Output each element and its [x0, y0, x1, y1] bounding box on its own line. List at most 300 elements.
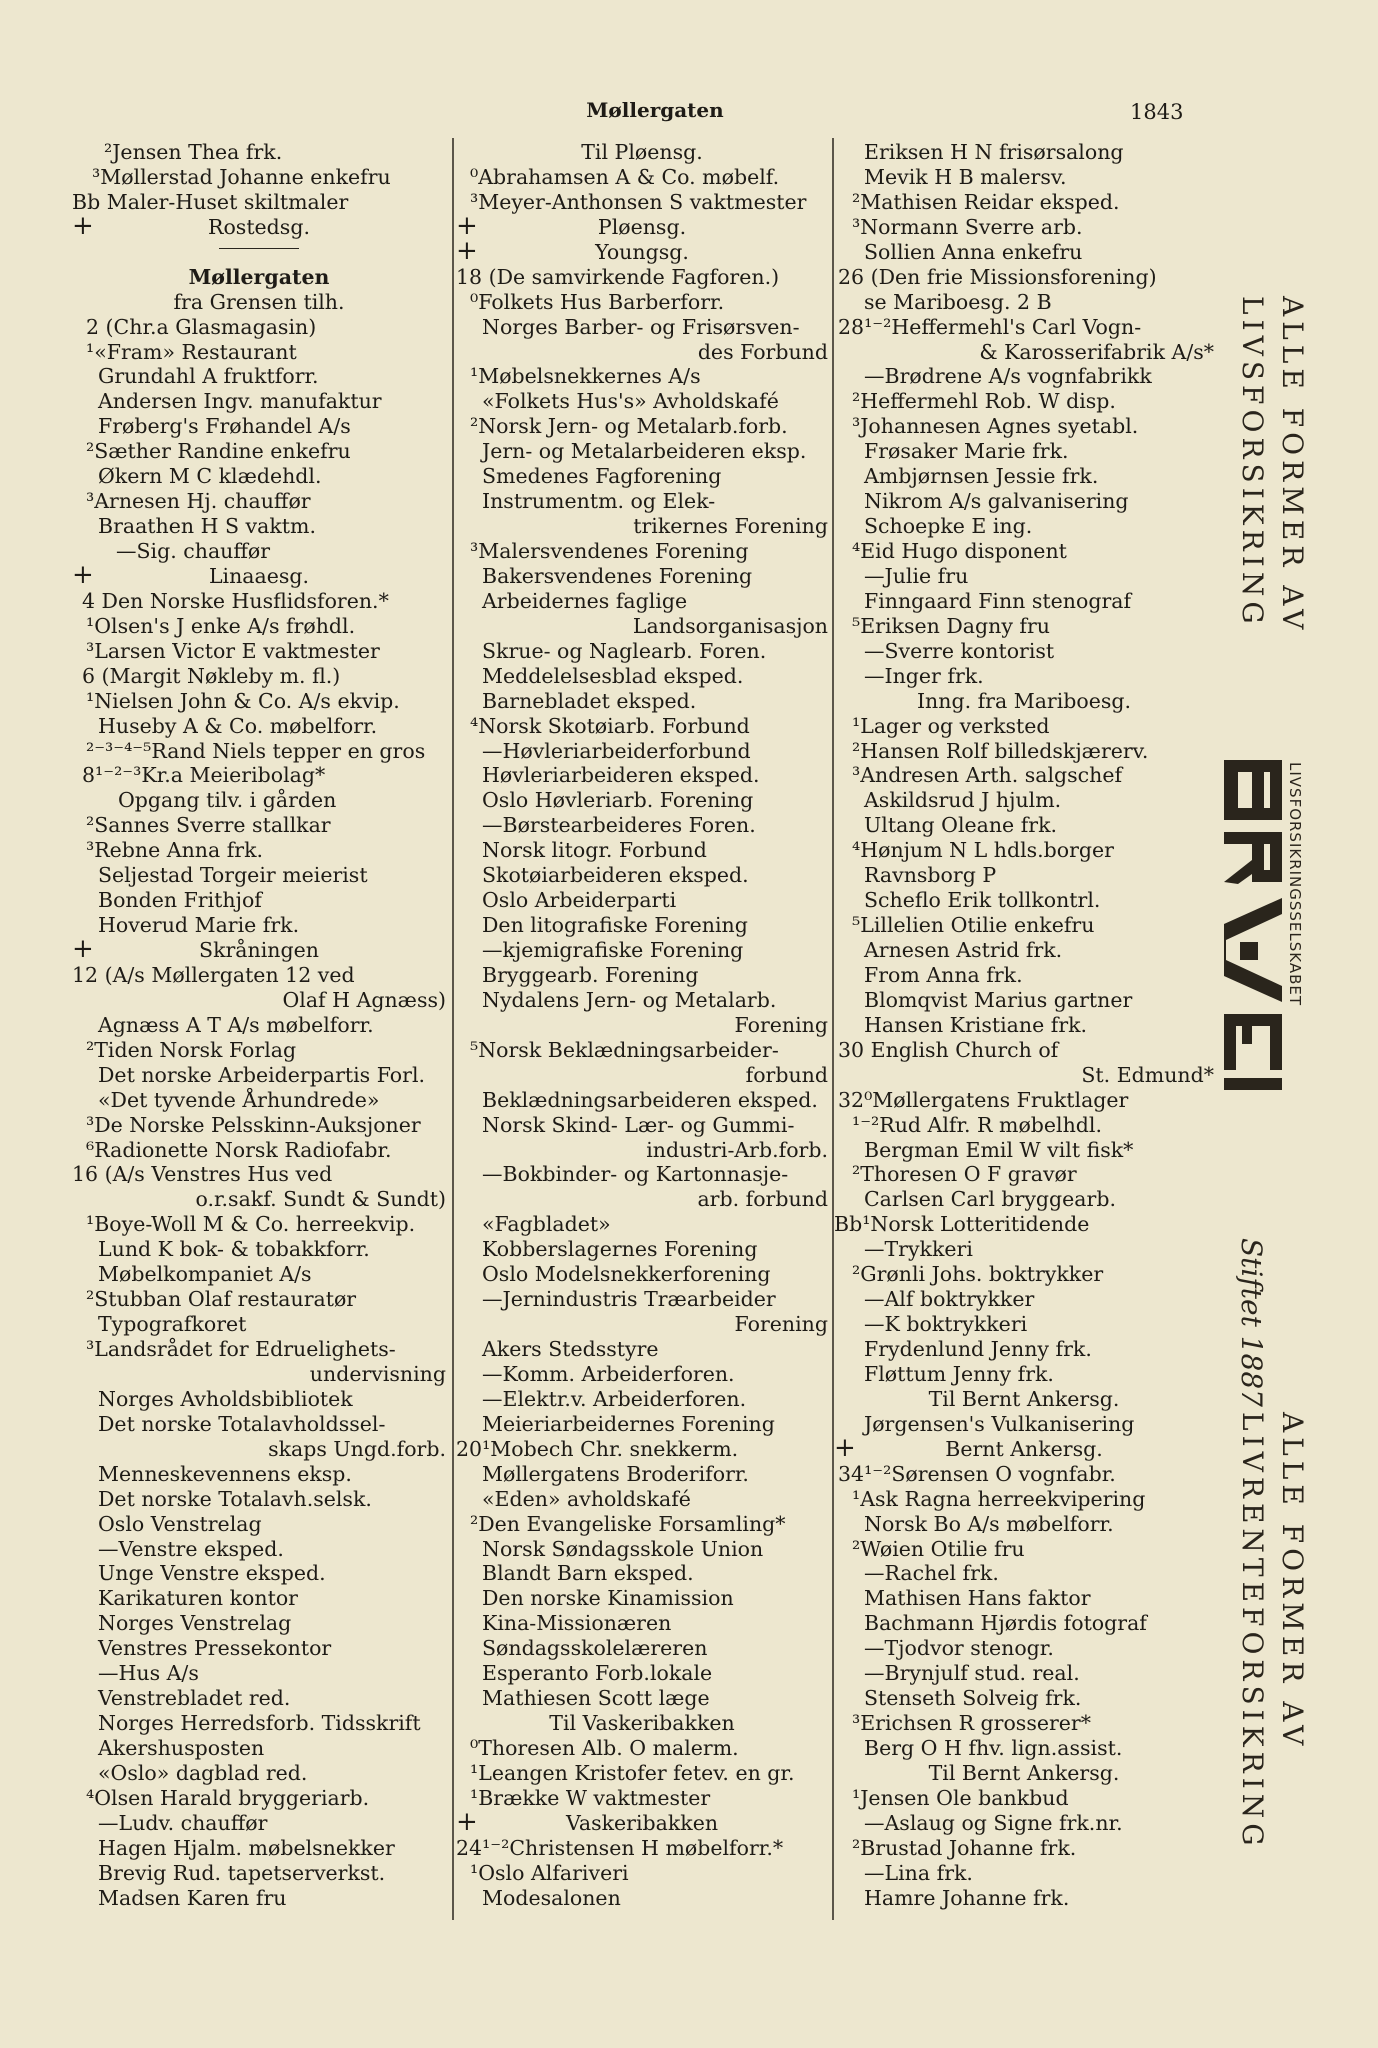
directory-entry: [456, 1487, 828, 1512]
directory-entry: [456, 714, 828, 739]
directory-entry: [456, 514, 828, 539]
directory-entry: [72, 1611, 446, 1636]
directory-entry: [834, 489, 1214, 514]
divider-rule: [219, 240, 299, 249]
directory-entry: [834, 1212, 1214, 1237]
entry-text: ¹⁻²Rud Alfr. R møbelhdl.: [852, 1112, 1103, 1137]
entry-text: ³Møllerstad Johanne enkefru: [92, 164, 391, 189]
street-crossing: [72, 564, 446, 589]
directory-entry: [834, 1387, 1214, 1412]
entry-text: Frøberg's Frøhandel A/s: [98, 414, 351, 439]
directory-entry: [834, 315, 1214, 340]
directory-entry: [72, 838, 446, 863]
directory-entry: [456, 1861, 828, 1886]
entry-text: Bernt Ankersg.: [945, 1436, 1103, 1461]
entry-text: 28¹⁻²Heffermehl's Carl Vogn-: [838, 314, 1142, 339]
directory-entry: [834, 1113, 1214, 1138]
entry-text: Blomqvist Marius gartner: [864, 987, 1133, 1012]
directory-entry: [834, 1138, 1214, 1163]
directory-entry: [834, 140, 1214, 165]
directory-entry: [834, 1561, 1214, 1586]
entry-text: ²Norsk Jern- og Metalarb.forb.: [470, 414, 788, 439]
street-crossing: [72, 938, 446, 963]
directory-entry: [72, 464, 446, 489]
entry-text: Modesalonen: [482, 1885, 621, 1910]
entry-text: «Det tyvende Århundrede»: [98, 1087, 380, 1112]
directory-entry: [456, 913, 828, 938]
directory-entry: [456, 340, 828, 365]
directory-entry: [834, 689, 1214, 714]
entry-text: undervisning: [309, 1361, 446, 1386]
directory-entry: [456, 664, 828, 689]
directory-entry: [834, 988, 1214, 1013]
directory-entry: [72, 913, 446, 938]
directory-entry: [456, 1537, 828, 1562]
directory-entry: [456, 1063, 828, 1088]
entry-text: ⁰Folkets Hus Barberforr.: [470, 289, 725, 314]
entry-text: Forening: [734, 1312, 828, 1337]
entry-text: Møllergaten: [188, 264, 330, 289]
directory-entry: [72, 664, 446, 689]
directory-entry: [72, 1362, 446, 1387]
crossing-icon: +: [456, 214, 478, 240]
directory-entry: [72, 1686, 446, 1711]
entry-text: Bb Maler-Huset skiltmaler: [72, 189, 349, 214]
entry-text: o.r.sakf. Sundt & Sundt): [195, 1187, 446, 1212]
entry-text: ⁰Thoresen Alb. O malerm.: [470, 1736, 739, 1760]
entry-text: Norsk Skind- Lær- og Gummi-: [482, 1112, 795, 1137]
crossing-icon: +: [834, 1436, 856, 1462]
directory-entry: [834, 290, 1214, 315]
directory-entry: [72, 813, 446, 838]
page-number: 1843: [1130, 100, 1184, 124]
entry-text: Esperanto Forb.lokale: [482, 1661, 713, 1686]
directory-entry: [456, 265, 828, 290]
entry-text: Barnebladet eksped.: [482, 688, 697, 713]
directory-entry: [456, 1661, 828, 1686]
directory-entry: [72, 1786, 446, 1811]
entry-text: trikernes Forening: [633, 514, 828, 539]
directory-entry: [834, 1187, 1214, 1212]
entry-text: Norges Barber- og Frisørsven-: [482, 314, 800, 339]
entry-text: —Komm. Arbeiderforen.: [482, 1361, 735, 1386]
directory-entry: [834, 464, 1214, 489]
entry-text: —Lina frk.: [864, 1860, 973, 1885]
entry-text: Rostedsg.: [208, 214, 310, 239]
directory-column-3: [834, 140, 1214, 1911]
entry-text: 18 (De samvirkende Fagforen.): [456, 264, 780, 289]
directory-entry: [456, 290, 828, 315]
entry-text: Høvleriarbeideren eksped.: [482, 763, 760, 788]
directory-column-1: [72, 140, 446, 1911]
directory-entry: [456, 364, 828, 389]
directory-entry: [456, 863, 828, 888]
directory-entry: [834, 1711, 1214, 1736]
directory-entry: [456, 1187, 828, 1212]
crossing-icon: +: [456, 239, 478, 265]
directory-entry: [72, 140, 446, 165]
entry-text: Venstres Pressekontor: [98, 1636, 332, 1661]
entry-text: Bb¹Norsk Lotteritidende: [834, 1212, 1090, 1237]
entry-text: ²⁻³⁻⁴⁻⁵Rand Niels tepper en gros: [86, 738, 426, 763]
directory-entry: [834, 1611, 1214, 1636]
directory-entry: [72, 689, 446, 714]
directory-entry: [834, 190, 1214, 215]
street-crossing: [72, 215, 446, 240]
entry-text: ³Malersvendenes Forening: [470, 539, 749, 563]
entry-text: Til Pløensg.: [581, 140, 703, 164]
entry-text: Til Vaskeribakken: [549, 1711, 735, 1736]
entry-text: Bergman Emil W vilt fisk*: [864, 1137, 1134, 1162]
directory-entry: [834, 1362, 1214, 1387]
entry-text: Opgang tilv. i gården: [118, 788, 337, 813]
entry-text: Bachmann Hjørdis fotograf: [864, 1611, 1147, 1636]
street-crossing: [456, 240, 828, 265]
entry-text: Carlsen Carl bryggearb.: [864, 1187, 1116, 1212]
entry-text: ¹Møbelsnekkernes A/s: [470, 364, 701, 389]
entry-text: Hoverud Marie frk.: [98, 913, 300, 938]
entry-text: 30 English Church of: [838, 1037, 1059, 1062]
entry-text: des Forbund: [697, 339, 828, 364]
entry-text: —Alf boktrykker: [864, 1287, 1035, 1312]
entry-text: Venstrebladet red.: [98, 1686, 291, 1711]
directory-entry: [456, 838, 828, 863]
entry-text: ³Erichsen R grosserer*: [852, 1711, 1091, 1736]
entry-text: Bryggearb. Forening: [482, 962, 699, 987]
entry-text: ¹Nielsen John & Co. A/s ekvip.: [86, 688, 400, 713]
directory-entry: [834, 1661, 1214, 1686]
directory-entry: [456, 539, 828, 564]
entry-text: ¹Olsen's J enke A/s frøhdl.: [86, 613, 356, 638]
directory-entry: [456, 1113, 828, 1138]
entry-text: Skrue- og Naglearb. Foren.: [482, 638, 767, 663]
section-divider: [72, 240, 446, 265]
entry-text: Sollien Anna enkefru: [864, 239, 1083, 264]
entry-text: Det norske Arbeiderpartis Forl.: [98, 1062, 426, 1087]
directory-entry: [72, 1761, 446, 1786]
page-title: Møllergaten: [586, 98, 724, 122]
ad-text-bottom-1: ALLE FORMER AV: [1276, 1412, 1309, 1751]
directory-entry: [72, 1013, 446, 1038]
crossing-icon: +: [72, 938, 94, 963]
entry-text: ⁶Radionette Norsk Radiofabr.: [86, 1137, 392, 1162]
entry-text: ³Normann Sverre arb.: [852, 214, 1083, 239]
directory-entry: [72, 1836, 446, 1861]
directory-entry: [456, 140, 828, 165]
directory-entry: [456, 1836, 828, 1861]
entry-text: —Hus A/s: [98, 1661, 199, 1686]
directory-entry: [834, 1013, 1214, 1038]
entry-text: 26 (Den frie Missionsforening): [838, 264, 1157, 289]
directory-entry: [456, 165, 828, 190]
directory-entry: [72, 963, 446, 988]
entry-text: 24¹⁻²Christensen H møbelforr.*: [456, 1835, 784, 1860]
directory-entry: [834, 1063, 1214, 1088]
directory-entry: [834, 838, 1214, 863]
directory-entry: [834, 1088, 1214, 1113]
entry-text: ²Hansen Rolf billedskjærerv.: [852, 738, 1149, 763]
directory-entry: [456, 389, 828, 414]
entry-text: Karikaturen kontor: [98, 1586, 298, 1611]
directory-entry: [456, 564, 828, 589]
entry-text: ⁴Norsk Skotøiarb. Forbund: [470, 713, 750, 738]
entry-text: —Børstearbeideres Foren.: [482, 813, 756, 838]
entry-text: ²Sannes Sverre stallkar: [86, 813, 331, 838]
entry-text: ¹Oslo Alfariveri: [470, 1860, 629, 1885]
entry-text: 4 Den Norske Husflidsforen.*: [82, 588, 389, 613]
directory-entry: [456, 1462, 828, 1487]
entry-text: Nydalens Jern- og Metalarb.: [482, 987, 777, 1012]
entry-text: —Brynjulf stud. real.: [864, 1661, 1080, 1686]
directory-entry: [72, 1212, 446, 1237]
entry-text: Norsk Bo A/s møbelforr.: [864, 1511, 1114, 1536]
entry-text: Jørgensen's Vulkanisering: [864, 1411, 1135, 1436]
entry-text: Agnæss A T A/s møbelforr.: [98, 1012, 374, 1037]
directory-entry: [834, 1811, 1214, 1836]
entry-text: —Sig. chauffør: [116, 539, 271, 563]
entry-text: —Bokbinder- og Kartonnasje-: [482, 1162, 789, 1187]
directory-entry: [72, 1063, 446, 1088]
crossing-icon: +: [72, 214, 94, 240]
directory-entry: [834, 1736, 1214, 1761]
directory-entry: [456, 1886, 828, 1911]
directory-entry: [834, 340, 1214, 365]
directory-entry: [456, 315, 828, 340]
directory-entry: [72, 1162, 446, 1187]
entry-text: Brevig Rud. tapetserverkst.: [98, 1860, 386, 1885]
directory-entry: [456, 589, 828, 614]
entry-text: Oslo Modelsnekkerforening: [482, 1262, 771, 1287]
directory-entry: [834, 589, 1214, 614]
entry-text: skaps Ungd.forb.: [268, 1436, 446, 1461]
directory-entry: [456, 788, 828, 813]
directory-entry: [834, 1038, 1214, 1063]
entry-text: ¹Leangen Kristofer fetev. en gr.: [470, 1760, 795, 1785]
founded-note: [1235, 1238, 1268, 1407]
entry-text: ⁵Eriksen Dagny fru: [852, 613, 1051, 638]
entry-text: Jern- og Metalarbeideren eksp.: [482, 439, 807, 464]
directory-entry: [834, 1412, 1214, 1437]
directory-entry: [834, 888, 1214, 913]
directory-entry: [834, 614, 1214, 639]
directory-entry: [834, 265, 1214, 290]
directory-entry: [456, 1362, 828, 1387]
entry-text: ²Grønli Johs. boktrykker: [852, 1262, 1104, 1287]
founded-year: 1887: [1235, 1335, 1268, 1407]
entry-text: Nikrom A/s galvanisering: [864, 489, 1129, 514]
entry-text: Kina-Missionæren: [482, 1611, 672, 1636]
directory-entry: [456, 1611, 828, 1636]
directory-entry: [456, 414, 828, 439]
entry-text: Ravnsborg P: [864, 863, 997, 888]
directory-entry: [456, 938, 828, 963]
directory-entry: [456, 813, 828, 838]
entry-text: Lund K bok- & tobakkforr.: [98, 1237, 370, 1262]
entry-text: ¹Brække W vaktmester: [470, 1785, 711, 1810]
directory-entry: [456, 1711, 828, 1736]
directory-entry: [72, 1138, 446, 1163]
directory-entry: [834, 1487, 1214, 1512]
entry-text: Fløttum Jenny frk.: [864, 1361, 1054, 1386]
entry-text: ⁰Abrahamsen A & Co. møbelf.: [470, 164, 780, 189]
directory-entry: [456, 1636, 828, 1661]
directory-entry: [456, 1262, 828, 1287]
directory-entry: [72, 1088, 446, 1113]
entry-text: ²Sæther Randine enkefru: [86, 439, 351, 464]
entry-text: arb. forbund: [697, 1187, 828, 1212]
entry-text: ²Jensen Thea frk.: [104, 140, 283, 164]
directory-entry: [72, 539, 446, 564]
entry-text: Skotøiarbeideren eksped.: [482, 863, 749, 888]
directory-entry: [72, 788, 446, 813]
directory-entry: [834, 1462, 1214, 1487]
entry-text: Madsen Karen fru: [98, 1885, 287, 1910]
directory-entry: [834, 1337, 1214, 1362]
directory-entry: [72, 1038, 446, 1063]
entry-text: Pløensg.: [597, 214, 687, 239]
entry-text: ²Tiden Norsk Forlag: [86, 1037, 297, 1062]
directory-entry: [834, 414, 1214, 439]
entry-text: ¹Ask Ragna herreekvipering: [852, 1486, 1146, 1511]
entry-text: —Inger frk.: [864, 663, 984, 688]
entry-text: 2 (Chr.a Glasmagasin): [86, 314, 317, 339]
entry-text: Frydenlund Jenny frk.: [864, 1337, 1092, 1361]
directory-entry: [834, 788, 1214, 813]
directory-entry: [72, 1187, 446, 1212]
entry-text: ²Heffermehl Rob. W disp.: [852, 389, 1116, 414]
entry-text: Det norske Totalavholdssel-: [98, 1411, 386, 1436]
directory-entry: [456, 1786, 828, 1811]
entry-text: «Oslo» dagblad red.: [98, 1760, 308, 1785]
entry-text: Oslo Høvleriarb. Forening: [482, 788, 754, 813]
entry-text: ³De Norske Pelsskinn-Auksjoner: [86, 1112, 421, 1137]
directory-entry: [834, 1586, 1214, 1611]
directory-entry: [456, 1561, 828, 1586]
directory-entry: [72, 763, 446, 788]
entry-text: ¹Lager og verksted: [852, 713, 1050, 738]
directory-entry: [834, 963, 1214, 988]
crossing-icon: +: [72, 563, 94, 589]
directory-entry: [834, 165, 1214, 190]
directory-entry: [72, 1636, 446, 1661]
directory-entry: [72, 1437, 446, 1462]
directory-entry: [456, 1287, 828, 1312]
entry-text: Smedenes Fagforening: [482, 464, 722, 489]
directory-entry: [72, 190, 446, 215]
entry-text: Til Bernt Ankersg.: [928, 1386, 1120, 1411]
directory-entry: [72, 439, 446, 464]
entry-text: Meddelelsesblad eksped.: [482, 663, 744, 688]
directory-entry: [834, 439, 1214, 464]
entry-text: ³Meyer-Anthonsen S vaktmester: [470, 189, 807, 214]
entry-text: Møbelkompaniet A/s: [98, 1262, 312, 1287]
ad-text-top-2: LIVSFORSIKRING: [1236, 296, 1269, 629]
directory-entry: [834, 1162, 1214, 1187]
directory-entry: [834, 1861, 1214, 1886]
entry-text: Olaf H Agnæss): [282, 987, 446, 1012]
entry-text: Blandt Barn eksped.: [482, 1561, 694, 1586]
entry-text: fra Grensen tilh.: [173, 289, 345, 314]
directory-entry: [72, 340, 446, 365]
entry-text: Ambjørnsen Jessie frk.: [864, 464, 1099, 489]
entry-text: industri-Arb.forb.: [646, 1137, 828, 1162]
entry-text: ⁵Lillelien Otilie enkefru: [852, 913, 1095, 938]
directory-entry: [834, 1786, 1214, 1811]
entry-text: Til Bernt Ankersg.: [928, 1760, 1120, 1785]
directory-entry: [834, 514, 1214, 539]
entry-text: ⁴Olsen Harald bryggeriarb.: [86, 1785, 370, 1810]
directory-entry: [456, 1162, 828, 1187]
directory-entry: [834, 1512, 1214, 1537]
directory-entry: [834, 564, 1214, 589]
directory-entry: [456, 1138, 828, 1163]
entry-text: ⁴Hønjum N L hdls.borger: [852, 838, 1114, 863]
entry-text: forbund: [745, 1062, 828, 1087]
directory-entry: [72, 1586, 446, 1611]
entry-text: —kjemigrafiske Forening: [482, 938, 744, 962]
entry-text: Vaskeribakken: [565, 1810, 719, 1835]
directory-column-2: [456, 140, 828, 1911]
directory-entry: [834, 938, 1214, 963]
entry-text: & Karosserifabrik A/s*: [979, 339, 1214, 364]
directory-entry: [834, 664, 1214, 689]
directory-entry: [834, 1886, 1214, 1911]
entry-text: Berg O H fhv. lign.assist.: [864, 1736, 1123, 1760]
entry-text: Norsk litogr. Forbund: [482, 838, 707, 863]
directory-entry: [72, 1861, 446, 1886]
directory-entry: [72, 489, 446, 514]
directory-entry: [72, 1711, 446, 1736]
directory-entry: [456, 464, 828, 489]
directory-entry: [456, 1586, 828, 1611]
founded-label: Stiftet: [1235, 1238, 1268, 1327]
entry-text: —Julie fru: [864, 563, 969, 588]
directory-entry: [72, 364, 446, 389]
directory-entry: [456, 1736, 828, 1761]
entry-text: Bakersvendenes Forening: [482, 563, 753, 588]
directory-entry: [456, 888, 828, 913]
entry-text: Youngsg.: [595, 239, 689, 264]
entry-text: ²Wøien Otilie fru: [852, 1536, 1025, 1561]
directory-entry: [834, 389, 1214, 414]
entry-text: Menneskevennens eksp.: [98, 1461, 352, 1486]
directory-entry: [72, 414, 446, 439]
entry-text: Møllergatens Broderiforr.: [482, 1461, 749, 1486]
entry-text: ¹«Fram» Restaurant: [86, 339, 297, 364]
directory-entry: [72, 739, 446, 764]
crossing-icon: +: [456, 1810, 478, 1836]
entry-text: Meieriarbeidernes Forening: [482, 1411, 775, 1436]
directory-entry: [834, 1287, 1214, 1312]
directory-entry: [834, 739, 1214, 764]
directory-entry: [72, 888, 446, 913]
directory-entry: [456, 1412, 828, 1437]
directory-entry: [72, 988, 446, 1013]
entry-text: —Tjodvor stenogr.: [864, 1636, 1054, 1661]
entry-text: ²Brustad Johanne frk.: [852, 1835, 1077, 1860]
entry-text: —Brødrene A/s vognfabrikk: [864, 364, 1152, 389]
directory-entry: [456, 763, 828, 788]
entry-text: Scheflo Erik tollkontrl.: [864, 888, 1101, 913]
entry-text: —Elektr.v. Arbeiderforen.: [482, 1386, 747, 1411]
directory-entry: [456, 1212, 828, 1237]
directory-entry: [72, 1561, 446, 1586]
entry-text: —Jernindustris Træarbeider: [482, 1287, 776, 1312]
directory-entry: [456, 1437, 828, 1462]
entry-text: Mevik H B malersv.: [864, 164, 1067, 189]
entry-text: —Sverre kontorist: [864, 638, 1055, 663]
entry-text: Oslo Arbeiderparti: [482, 888, 677, 913]
